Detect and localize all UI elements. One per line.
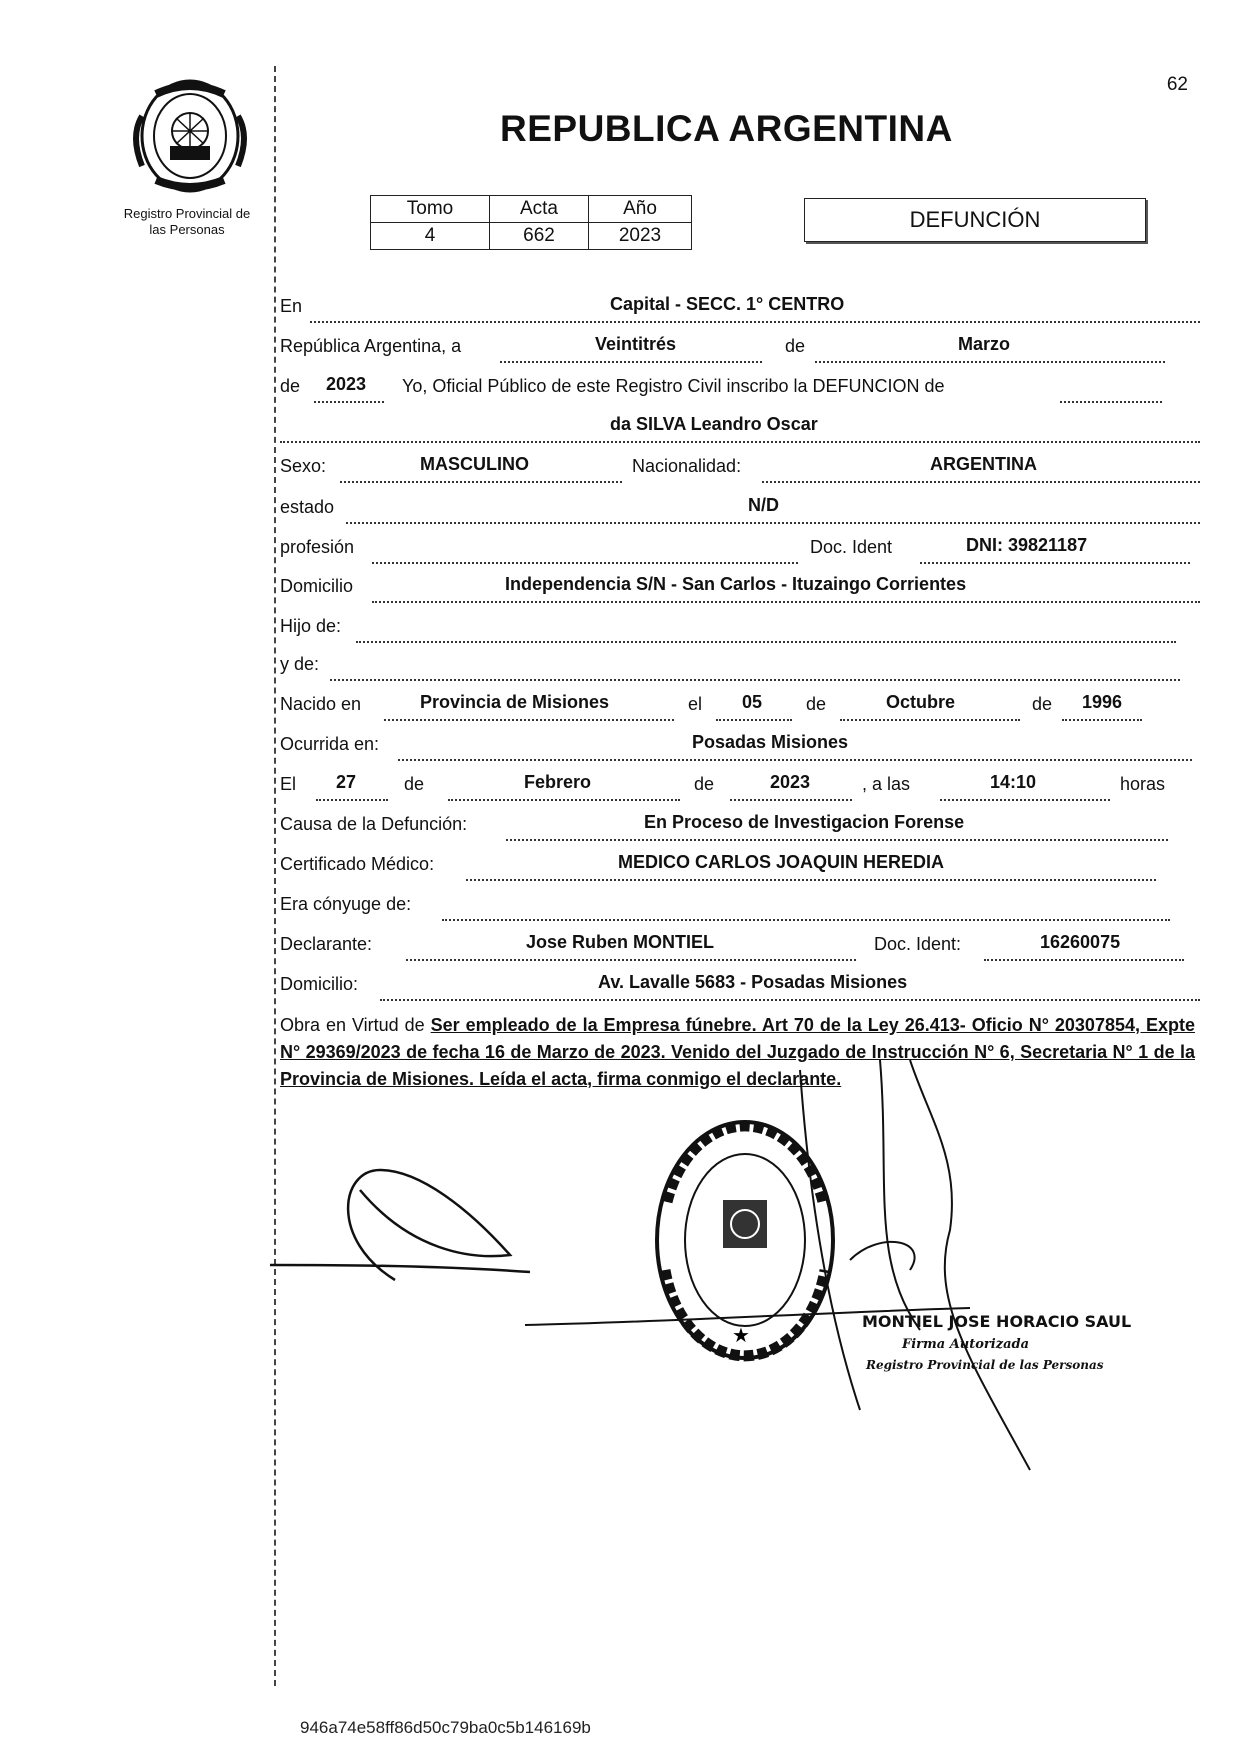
dia-value: Veintitrés <box>595 334 677 354</box>
province-seal-logo <box>126 76 254 196</box>
row-decl-domicilio <box>280 970 1200 1004</box>
republica-label: República Argentina, a <box>280 336 462 356</box>
registry-caption <box>102 206 272 238</box>
de2-label: de <box>280 376 301 396</box>
causa-value: En Proceso de Investigacion Forense <box>644 812 965 832</box>
document-title: REPUBLICA ARGENTINA <box>500 108 953 149</box>
table-header-anio: Año <box>589 196 692 223</box>
nacionalidad-dots <box>762 481 1200 483</box>
row-profesion <box>280 533 1200 567</box>
declarante-dots <box>406 959 856 961</box>
ocurrida-label: Ocurrida en: <box>280 734 380 754</box>
oc-de2: de <box>694 774 715 794</box>
signer-role: Firma Autorizada <box>902 1337 1030 1352</box>
row-yo <box>280 372 1200 406</box>
signer-org: Registro Provincial de las Personas <box>866 1358 1104 1372</box>
mes-dots <box>815 361 1165 363</box>
record-table <box>370 195 692 250</box>
row-declarante <box>280 930 1200 964</box>
signer-name: MONTIEL JOSE HORACIO SAUL <box>862 1312 1132 1331</box>
document-hash: 946a74e58ff86d50c79ba0c5b146169b <box>300 1718 591 1737</box>
nac-anio-dots <box>1062 719 1142 721</box>
oc-dia: 27 <box>336 772 357 792</box>
row-republica <box>280 332 1200 366</box>
row-estado <box>280 493 1200 527</box>
nacionalidad-value: ARGENTINA <box>930 454 1037 474</box>
table-value-anio: 2023 <box>589 223 692 250</box>
row-en <box>280 292 1200 326</box>
decl-dom-dots <box>380 999 1200 1001</box>
el-label: el <box>688 694 703 714</box>
nac-mes-dots <box>840 719 1020 721</box>
decl-dom-label: Domicilio: <box>280 974 359 994</box>
anio-value: 2023 <box>326 374 367 394</box>
profesion-dots <box>372 562 798 564</box>
dia-dots <box>500 361 762 363</box>
doc-value: DNI: 39821187 <box>966 535 1088 555</box>
horas-label: horas <box>1120 774 1166 794</box>
obra-value: Ser empleado de la Empresa fúnebre. Art 70 de la Ley 26.413- Oficio N° 20307854, Expte N° 29369/2023 de fecha 16 de Marzo de 2023. Venido del Juzgado de Instrucción N° 6, Secretaria N° 1 de la Provincia de Misiones. Leída el acta, firma conmigo el declarante. <box>280 1015 1195 1089</box>
nac-anio: 1996 <box>1082 692 1123 712</box>
nac-de1: de <box>806 694 827 714</box>
nacido-dots <box>384 719 674 721</box>
record-type-box: DEFUNCIÓN <box>804 198 1146 242</box>
nombre-dots <box>280 441 1200 443</box>
sexo-dots <box>340 481 622 483</box>
el2-label: El <box>280 774 297 794</box>
profesion-label: profesión <box>280 537 355 557</box>
oc-anio-dots <box>730 799 852 801</box>
en-dots <box>310 321 1200 323</box>
signatures-and-stamp <box>270 1060 1140 1480</box>
anio-dots <box>314 401 384 403</box>
declarante-label: Declarante: <box>280 934 373 954</box>
nac-dia-dots <box>716 719 792 721</box>
row-nacido <box>280 690 1200 724</box>
nacido-label: Nacido en <box>280 694 362 714</box>
cert-value: MEDICO CARLOS JOAQUIN HEREDIA <box>618 852 945 872</box>
decl-doc-label: Doc. Ident: <box>874 934 962 954</box>
estado-dots <box>346 522 1200 524</box>
row-conyuge <box>280 890 1200 924</box>
yo-text: Yo, Oficial Público de este Registro Civil inscribo la DEFUNCION de <box>402 376 945 396</box>
table-header-tomo: Tomo <box>371 196 490 223</box>
doc-dots <box>920 562 1190 564</box>
row-hijo <box>280 612 1200 646</box>
causa-dots <box>506 839 1168 841</box>
oc-hora: 14:10 <box>990 772 1037 792</box>
table-header-acta: Acta <box>490 196 589 223</box>
oc-mes: Febrero <box>524 772 592 792</box>
registry-line-2: las Personas <box>149 222 225 237</box>
table-value-tomo: 4 <box>371 223 490 250</box>
estado-value: N/D <box>748 495 779 515</box>
registry-line-1: Registro Provincial de <box>123 206 251 221</box>
svg-text:★: ★ <box>732 1325 750 1347</box>
decl-doc-dots <box>984 959 1184 961</box>
row-ocurrida <box>280 730 1200 764</box>
official-signature <box>525 1060 1030 1470</box>
row-domicilio <box>280 572 1200 606</box>
yde-label: y de: <box>280 654 320 674</box>
sexo-label: Sexo: <box>280 456 327 476</box>
hijo-dots <box>356 641 1176 643</box>
domicilio-label: Domicilio <box>280 576 354 596</box>
page-number: 62 <box>1166 74 1188 95</box>
nac-dia: 05 <box>742 692 763 712</box>
row-causa <box>280 810 1200 844</box>
yde-dots <box>330 679 1180 681</box>
row-nombre <box>280 412 1200 446</box>
ocurrida-value: Posadas Misiones <box>692 732 849 752</box>
obra-label: Obra en Virtud de <box>280 1015 425 1035</box>
declarant-signature <box>270 1170 530 1280</box>
cert-label: Certificado Médico: <box>280 854 435 874</box>
nacionalidad-label: Nacionalidad: <box>632 456 742 476</box>
sexo-value: MASCULINO <box>420 454 529 474</box>
row-yde <box>280 650 1200 684</box>
table-value-acta: 662 <box>490 223 589 250</box>
row-fecha-defuncion <box>280 770 1200 804</box>
en-label: En <box>280 296 303 316</box>
de-label: de <box>785 336 806 356</box>
decl-dom-value: Av. Lavalle 5683 - Posadas Misiones <box>598 972 908 992</box>
domicilio-dots <box>372 601 1200 603</box>
en-value: Capital - SECC. 1° CENTRO <box>610 294 845 314</box>
row-certificado <box>280 850 1200 884</box>
nac-mes: Octubre <box>886 692 956 712</box>
conyuge-dots <box>442 919 1170 921</box>
nombre-value: da SILVA Leandro Oscar <box>610 414 818 434</box>
cert-dots <box>466 879 1156 881</box>
doc-label: Doc. Ident <box>810 537 893 557</box>
estado-label: estado <box>280 497 335 517</box>
row-sexo <box>280 452 1200 486</box>
decl-doc-value: 16260075 <box>1040 932 1121 952</box>
conyuge-label: Era cónyuge de: <box>280 894 412 914</box>
oc-dia-dots <box>316 799 388 801</box>
oc-anio: 2023 <box>770 772 811 792</box>
declarante-value: Jose Ruben MONTIEL <box>526 932 715 952</box>
yo-dots <box>1060 401 1162 403</box>
mes-value: Marzo <box>958 334 1011 354</box>
domicilio-value: Independencia S/N - San Carlos - Ituzaingo Corrientes <box>505 574 967 594</box>
hijo-label: Hijo de: <box>280 616 342 636</box>
oc-hora-dots <box>940 799 1110 801</box>
nac-de2: de <box>1032 694 1053 714</box>
oc-mes-dots <box>448 799 680 801</box>
alas-label: , a las <box>862 774 911 794</box>
ocurrida-dots <box>398 759 1192 761</box>
oc-de1: de <box>404 774 425 794</box>
causa-label: Causa de la Defunción: <box>280 814 468 834</box>
official-stamp <box>657 1122 833 1358</box>
nacido-value: Provincia de Misiones <box>420 692 610 712</box>
